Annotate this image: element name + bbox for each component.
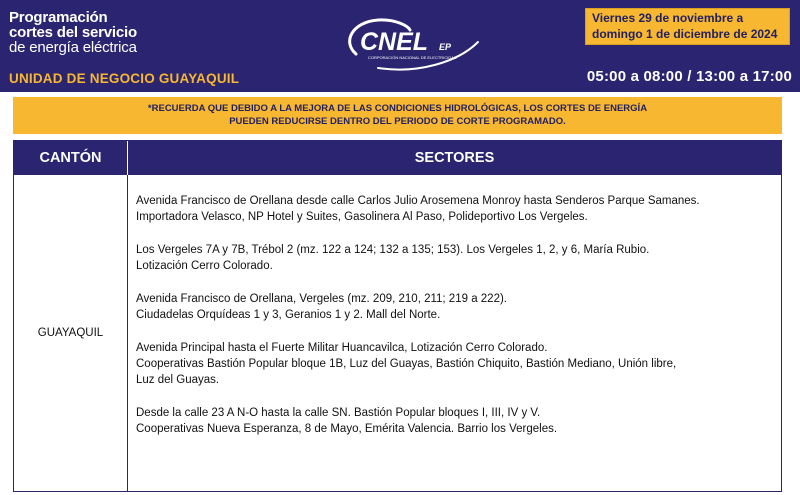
notice-line-1: *RECUERDA QUE DEBIDO A LA MEJORA DE LAS CONDICIONES HIDROLÓGICAS, LOS CORTES DE ENERGÍA xyxy=(147,103,648,114)
sector-line: Importadora Velasco, NP Hotel y Suites, Gasolinera Al Paso, Polideportivo Los Vergeles. xyxy=(136,211,588,223)
logo-subtitle: CORPORACIÓN NACIONAL DE ELECTRICIDAD xyxy=(368,55,457,60)
sector-block xyxy=(136,291,770,323)
sector-line: Cooperativas Bastión Popular bloque 1B, Luz del Guayas, Bastión Chiquito, Bastión Mediano, Unión libre, xyxy=(136,358,677,370)
header-banner xyxy=(0,0,800,92)
sector-block xyxy=(136,242,770,274)
title-line-3: de energía eléctrica xyxy=(9,39,137,56)
title-line-2: cortes del servicio xyxy=(9,24,137,41)
date-range-box xyxy=(585,8,790,45)
column-divider xyxy=(127,175,128,491)
sector-line: Avenida Francisco de Orellana, Vergeles (mz. 209, 210, 211; 219 a 222). xyxy=(136,293,507,305)
page-title xyxy=(9,10,137,56)
sector-line: Los Vergeles 7A y 7B, Trébol 2 (mz. 122 a 124; 132 a 135; 153). Los Vergeles 1, 2, y 6, María Rubio. xyxy=(136,244,650,256)
sector-line: Lotización Cerro Colorado. xyxy=(136,260,273,272)
sector-line: Avenida Francisco de Orellana desde calle Carlos Julio Arosemena Monroy hasta Senderos Parque Samanes. xyxy=(136,195,700,207)
table-header-row xyxy=(14,141,781,175)
sector-line: Ciudadelas Orquídeas 1 y 3, Geranios 1 y 2. Mall del Norte. xyxy=(136,309,441,321)
canton-cell: GUAYAQUIL xyxy=(37,327,104,339)
sectores-cell xyxy=(136,193,770,454)
logo-text: CNEL xyxy=(360,28,429,56)
cnel-logo xyxy=(338,14,488,76)
notice-line-2: PUEDEN REDUCIRSE DENTRO DEL PERIODO DE CORTE PROGRAMADO. xyxy=(229,116,566,127)
column-header-canton: CANTÓN xyxy=(39,150,102,166)
sector-line: Cooperativas Nueva Esperanza, 8 de Mayo, Emérita Valencia. Barrio los Vergeles. xyxy=(136,423,558,435)
sector-block xyxy=(136,193,770,225)
date-line-1: Viernes 29 de noviembre a xyxy=(592,11,744,25)
logo-suffix: EP xyxy=(439,42,452,52)
title-line-1: Programación xyxy=(9,9,108,26)
date-line-2: domingo 1 de diciembre de 2024 xyxy=(592,26,778,41)
sector-line: Luz del Guayas. xyxy=(136,374,220,386)
sector-block xyxy=(136,340,770,388)
sector-line: Avenida Principal hasta el Fuerte Militar Huancavilca, Lotización Cerro Colorado. xyxy=(136,342,548,354)
sector-block xyxy=(136,405,770,437)
outage-hours: 05:00 a 08:00 / 13:00 a 17:00 xyxy=(586,68,792,85)
schedule-table xyxy=(13,140,782,492)
sector-line: Desde la calle 23 A N-O hasta la calle SN. Bastión Popular bloques I, III, IV y V. xyxy=(136,407,541,419)
notice-banner xyxy=(13,97,782,134)
column-header-sectores: SECTORES xyxy=(127,141,781,175)
business-unit-label: UNIDAD DE NEGOCIO GUAYAQUIL xyxy=(9,71,240,86)
